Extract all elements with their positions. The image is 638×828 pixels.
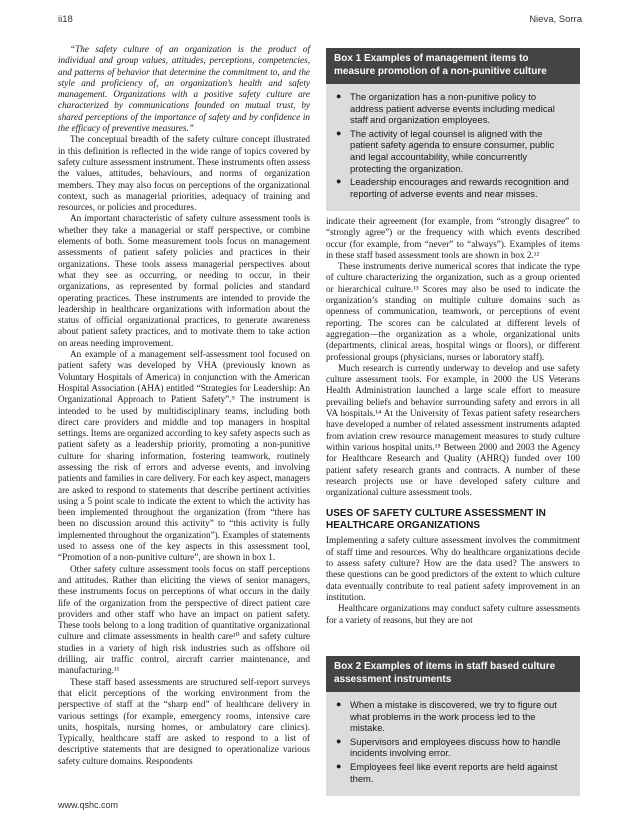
box-1-list [326, 84, 580, 211]
box-1-title: Box 1 Examples of management items to measure promotion of a non-punitive culture [326, 48, 580, 84]
paragraph: These staff based assessments are structured self-report surveys that elicit perceptions of the working environment from the perspective of staff at the “sharp end” of healthcare delivery in various settings (for example, emergency rooms, intensive care units, hospitals, nursing homes, or ambulatory care clinics). Typically, healthcare staff are asked to respond to a list of descriptive statements that are designed to operationalize various safety culture domains. Respondents [58, 676, 310, 766]
bullet-icon: ● [336, 127, 342, 138]
page-number: ii18 [58, 14, 73, 25]
bullet-icon: ● [336, 760, 342, 771]
bullet-icon: ● [336, 91, 342, 101]
running-header-authors: Nieva, Sorra [529, 14, 582, 25]
paragraph: An important characteristic of safety culture assessment tools is whether they take a managerial or staff perspective, or combine elements of both. Some measurement tools focus on management assessments of patient safety policies and practices in their organizations. These tools assess managerial perspectives about what they see as occurring, or needing to occur, in their organizations, as represented by formal policies and standard operating practices. These instruments are intended to provide the leadership in healthcare organizations with information about the status of official organizational practices, to generate awareness about patient safety practices, and to motivate them to take action on areas needing improvement. [58, 213, 310, 348]
paragraph: The conceptual breadth of the safety culture concept illustrated in this definition is reflected in the wide range of topics covered by safety culture assessment instrument. These instruments often assess the values, attitudes, behaviours, and norms of organization members. They may also focus on perceptions of the organizational context, such as managerial priorities, adequacy of training and resources, or policies and procedures. [58, 134, 310, 213]
box-2-item: ● Employees feel like event reports are held against them. [336, 760, 558, 784]
paragraph: Much research is currently underway to develop and use safety culture assessment tools. For example, in 2000 the US Veterans Health Administration launched a large scale effort to measure prevailing beliefs and behavior surrounding safety and errors in all VA hospitals.¹⁴ At the University of Texas patient safety researchers have developed a number of related assessment instruments adapted from aviation crew resource management measures to study culture within various hospital units.¹⁵ Between 2000 and 2003 the Agency for Healthcare Research and Quality (AHRQ) funded over 100 patient safety research grants and contracts. A number of these research projects use or have developed safety culture and organizational culture assessment tools. [326, 362, 580, 498]
bullet-icon: ● [336, 735, 342, 746]
paragraph: These instruments derive numerical scores that indicate the type of culture characterizing the organization, such as a group oriented or hierarchical culture.¹³ Scores may also be used to indicate the organization’s standing on multiple culture domains such as openness of communication, teamwork, or perceptions of event reporting. The scores can be calculated at different levels of aggregation—the organization as a whole, organizational units (departments, clinical areas, hospital wings or floors), or different professional groups (physicians, nurses or laboratory staff). [326, 261, 580, 362]
box-1 [326, 48, 580, 211]
paragraph: Healthcare organizations may conduct safety culture assessments for a variety of reasons, but they are not [326, 603, 580, 625]
footer-url: www.qshc.com [58, 800, 119, 810]
definition-quote: “The safety culture of an organization is the product of individual and group values, attitudes, perceptions, competencies, and patterns of behavior that determine the commitment to, and the style and proficiency of, an organization’s health and safety management. Organizations with a positive safety culture are characterized by communications founded on mutual trust, by shared perceptions of the importance of safety and by confidence in the efficacy of preventive measures.” [58, 44, 310, 134]
bullet-icon: ● [336, 176, 342, 187]
box-1-item: ● The organization has a non-punitive policy to address patient adverse events including medical staff and organization employees. [336, 91, 555, 126]
paragraph: An example of a management self-assessment tool focused on patient safety was developed by VHA (previously known as Voluntary Hospitals of America) in conjunction with the American Hospital Association (AHA) entitled “Strategies for Leadership: An Organizational Approach to Patient Safety”.⁹ The instrument is intended to be used by multidisciplinary teams, including both direct care providers and middle and top managers in hospital settings. Items are organized according to key safety aspects such as patient safety as a leadership priority, promoting a non-punitive culture for sharing information, fostering teamwork, routinely assessing the risk of errors and adverse events, and involving patients and families in care delivery. For each key aspect, managers are asked to respond to statements that describe pertinent activities using a 5 point scale to indicate the extent to which the activity has been implemented throughout the organization (from “there has been no discussion around this activity” to “this activity is fully implemented throughout the organization”). Examples of statements used to assess one of the key aspects in this assessment tool, “Promotion of a non-punitive culture”, are shown in box 1. [58, 349, 310, 563]
box-2-title: Box 2 Examples of items in staff based culture assessment instruments [326, 656, 580, 692]
paragraph: Implementing a safety culture assessment involves the commitment of staff time and resources. Why do healthcare organizations decide to assess safety culture? How are the data used? The answers to these questions can be good predictors of the extent to which culture data eventually contribute to real patient safety improvement in an institution. [326, 535, 580, 602]
paragraph: Other safety culture assessment tools focus on staff perceptions and attitudes. Rather than eliciting the views of senior managers, these instruments focus on perceptions of what occurs in the daily life of the organization from the perspective of direct patient care providers and other staff who have an impact on patient safety. These tools belong to a long tradition of quantitative organizational culture and climate assessments in health care¹⁰ and safety culture studies in a variety of high risk industries such as offshore oil drilling, air traffic control, aircraft carrier maintenance, and manufacturing.¹¹ [58, 563, 310, 676]
box-1-item: ● The activity of legal counsel is aligned with the patient safety agenda to ensure consumer, public and legal accountability, while concurrently protecting the organization. [336, 127, 555, 174]
box-1-item: ● Leadership encourages and rewards recognition and reporting of adverse events and near misses. [336, 176, 569, 199]
paragraph: indicate their agreement (for example, from “strongly disagree” to “strongly agree”) or the frequency with which events described occur (for example, from “never” to “always”). Examples of items in these staff based assessment tools are shown in box 2.¹² [326, 216, 580, 260]
left-column [58, 44, 310, 767]
section-heading: USES OF SAFETY CULTURE ASSESSMENT IN HEALTHCARE ORGANIZATIONS [326, 508, 546, 532]
box-2-item: ● When a mistake is discovered, we try to figure out what problems in the work process led to the mistake. [336, 699, 557, 734]
box-2-item: ● Supervisors and employees discuss how to handle incidents involving error. [336, 735, 561, 759]
box-2 [326, 656, 580, 796]
right-column [326, 216, 580, 626]
box-2-list [326, 692, 580, 796]
bullet-icon: ● [336, 699, 342, 709]
